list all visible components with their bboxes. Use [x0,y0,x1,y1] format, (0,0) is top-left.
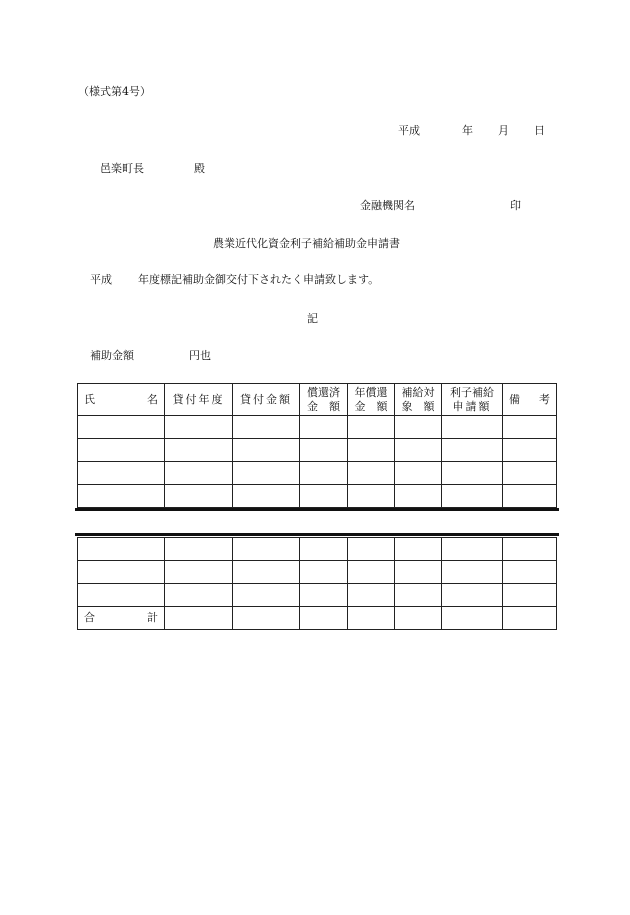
header-repaid-amount [300,384,348,416]
header-repaid-line1: 償還済 [307,385,340,399]
document-title: 農業近代化資金利子補給補助金申請書 [213,237,400,250]
header-subsidy-target [395,384,442,416]
date-day: 日 [534,124,545,137]
table-row [78,538,557,561]
seal-mark: 印 [510,199,521,212]
table-row [78,439,557,462]
header-annual-repayment [348,384,395,416]
table-row [78,416,557,439]
header-name-left: 氏 [84,392,95,406]
date-line [398,125,545,136]
applicant-line [360,200,521,211]
bank-name-label: 金融機関名 [360,199,415,212]
request-text: 年度標記補助金御交付下されたく申請致します。 [138,273,380,286]
header-interest-line1: 利子補給 [450,385,494,399]
header-target-line1: 補給対 [401,385,435,399]
table-row [78,584,557,607]
header-loan-year: 貸付年度 [165,384,233,416]
request-era: 平成 [90,273,112,286]
header-annual-line2: 金 額 [354,399,388,413]
addressee-name: 邑楽町長 [100,162,144,175]
form-number: （様式第4号） [78,85,151,98]
date-era: 平成 [398,124,420,137]
table-row [78,462,557,485]
total-label-left: 合 [84,611,95,625]
application-table-upper [77,383,557,508]
header-remarks [503,384,557,416]
header-repaid-line2: 金 額 [307,399,340,413]
application-table-lower [77,537,557,630]
header-annual-line1: 年償還 [354,385,388,399]
ki-label: 記 [307,312,318,325]
header-name [78,384,165,416]
total-row [78,607,557,630]
total-label-right: 計 [147,611,158,625]
header-target-line2: 象 額 [401,399,435,413]
table-row [78,561,557,584]
header-loan-amount: 貸付金額 [233,384,300,416]
table-row [78,485,557,508]
table-break-line-upper [75,508,559,511]
header-name-right: 名 [147,392,158,406]
amount-line [90,350,211,361]
table-header-row [78,384,557,416]
header-interest-line2: 申請額 [452,399,492,413]
header-remarks-left: 備 [509,392,520,406]
amount-unit: 円也 [189,349,211,362]
addressee-line [100,163,205,174]
table-break-line-lower [75,533,559,536]
date-year: 年 [462,124,473,137]
total-label [78,607,165,630]
request-line [90,274,379,285]
header-interest-request [442,384,503,416]
amount-label: 補助金額 [90,349,134,362]
date-month: 月 [498,124,509,137]
addressee-honorific: 殿 [194,162,205,175]
header-remarks-right: 考 [539,392,550,406]
